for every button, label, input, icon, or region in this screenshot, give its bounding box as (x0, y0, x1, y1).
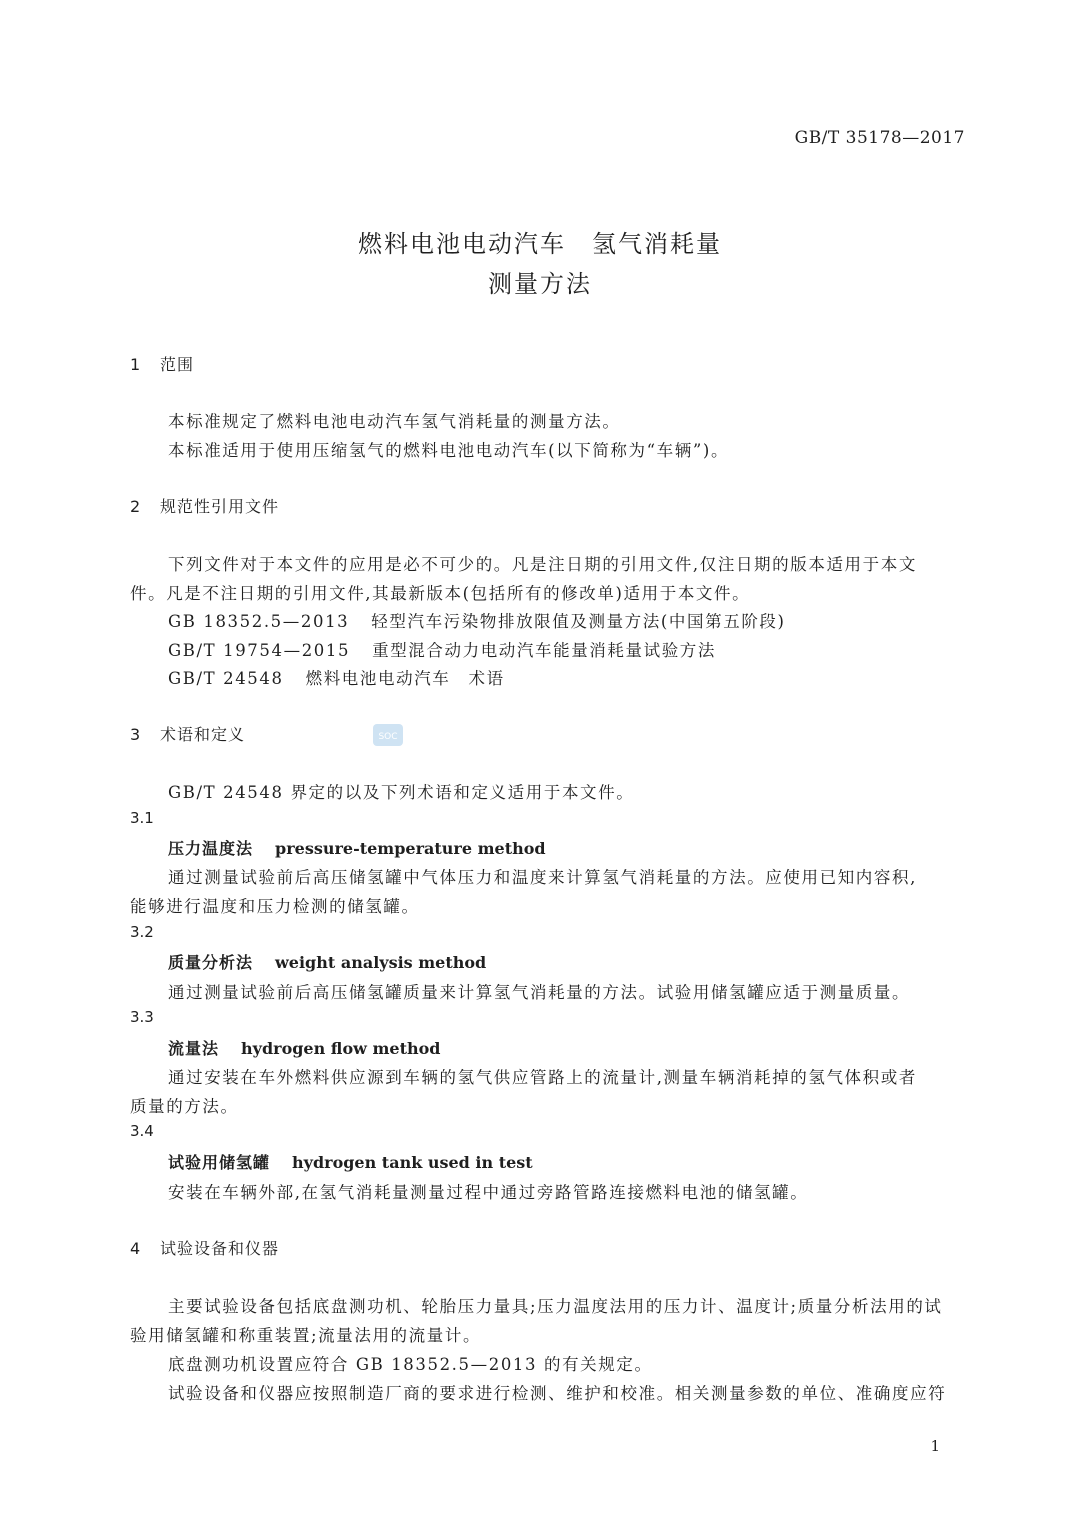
section-heading-4 (130, 1236, 279, 1259)
paragraph: 主要试验设备包括底盘测功机、轮胎压力量具;压力温度法用的压力计、温度计;质量分析法用的试 (168, 1297, 943, 1316)
reference-number: GB/T 19754—2015 (168, 641, 351, 660)
reference-item (168, 665, 505, 689)
term-cn: 试验用储氢罐 (168, 1153, 271, 1172)
section-title: 试验设备和仪器 (160, 1239, 280, 1258)
reference-title: 燃料电池电动汽车 术语 (305, 669, 505, 688)
reference-item (168, 637, 716, 661)
paragraph: GB/T 24548 界定的以及下列术语和定义适用于本文件。 (168, 783, 635, 802)
term-heading (168, 1150, 533, 1173)
term-definition: 通过测量试验前后高压储氢罐质量来计算氢气消耗量的方法。试验用储氢罐应适于测量质量。 (168, 983, 911, 1002)
section-heading-3 (130, 722, 245, 745)
term-number: 3.2 (130, 923, 154, 941)
reference-number: GB 18352.5—2013 (168, 612, 350, 631)
section-title: 范围 (160, 355, 195, 374)
paragraph: 件。凡是不注日期的引用文件,其最新版本(包括所有的修改单)适用于本文件。 (130, 584, 751, 603)
section-title: 术语和定义 (160, 725, 246, 744)
term-number: 3.3 (130, 1008, 154, 1026)
section-heading-1 (130, 352, 194, 375)
paragraph: 下列文件对于本文件的应用是必不可少的。凡是注日期的引用文件,仅注日期的版本适用于本文 (168, 555, 917, 574)
paragraph: 试验设备和仪器应按照制造厂商的要求进行检测、维护和校准。相关测量参数的单位、准确度应符 (168, 1384, 947, 1403)
paragraph: 验用储氢罐和称重装置;流量法用的流量计。 (130, 1326, 482, 1345)
term-definition: 通过测量试验前后高压储氢罐中气体压力和温度来计算氢气消耗量的方法。应使用已知内容积, (168, 868, 917, 887)
watermark-logo (373, 724, 403, 746)
reference-title: 轻型汽车污染物排放限值及测量方法(中国第五阶段) (371, 612, 786, 631)
term-cn: 质量分析法 (168, 953, 254, 972)
section-heading-2 (130, 494, 279, 517)
reference-number: GB/T 24548 (168, 669, 284, 688)
term-heading (168, 1036, 440, 1059)
term-definition: 能够进行温度和压力检测的储氢罐。 (130, 897, 420, 916)
section-number: 3 (130, 725, 142, 744)
term-number: 3.1 (130, 809, 154, 827)
term-en: weight analysis method (275, 953, 487, 972)
term-en: hydrogen flow method (241, 1039, 441, 1058)
standard-code: GB/T 35178—2017 (794, 128, 965, 148)
term-definition: 通过安装在车外燃料供应源到车辆的氢气供应管路上的流量计,测量车辆消耗掉的氢气体积或者 (168, 1068, 917, 1087)
section-title: 规范性引用文件 (160, 497, 280, 516)
paragraph: 本标准适用于使用压缩氢气的燃料电池电动汽车(以下简称为“车辆”)。 (168, 441, 730, 460)
term-definition: 安装在车辆外部,在氢气消耗量测量过程中通过旁路管路连接燃料电池的储氢罐。 (168, 1183, 809, 1202)
term-number: 3.4 (130, 1122, 154, 1140)
document-title-line2: 测量方法 (488, 270, 592, 298)
term-heading (168, 836, 546, 859)
svg-text:SOC: SOC (378, 732, 398, 742)
section-number: 1 (130, 355, 142, 374)
term-heading (168, 950, 486, 973)
paragraph: 本标准规定了燃料电池电动汽车氢气消耗量的测量方法。 (168, 412, 621, 431)
section-number: 2 (130, 497, 142, 516)
page-number: 1 (930, 1437, 940, 1455)
paragraph: 底盘测功机设置应符合 GB 18352.5—2013 的有关规定。 (168, 1355, 653, 1374)
term-en: hydrogen tank used in test (292, 1153, 533, 1172)
reference-item (168, 608, 786, 632)
term-definition: 质量的方法。 (130, 1097, 239, 1116)
term-cn: 压力温度法 (168, 839, 254, 858)
section-number: 4 (130, 1239, 142, 1258)
term-cn: 流量法 (168, 1039, 220, 1058)
document-title-line1: 燃料电池电动汽车 氢气消耗量 (358, 230, 722, 258)
term-en: pressure-temperature method (275, 839, 546, 858)
reference-title: 重型混合动力电动汽车能量消耗量试验方法 (372, 641, 717, 660)
